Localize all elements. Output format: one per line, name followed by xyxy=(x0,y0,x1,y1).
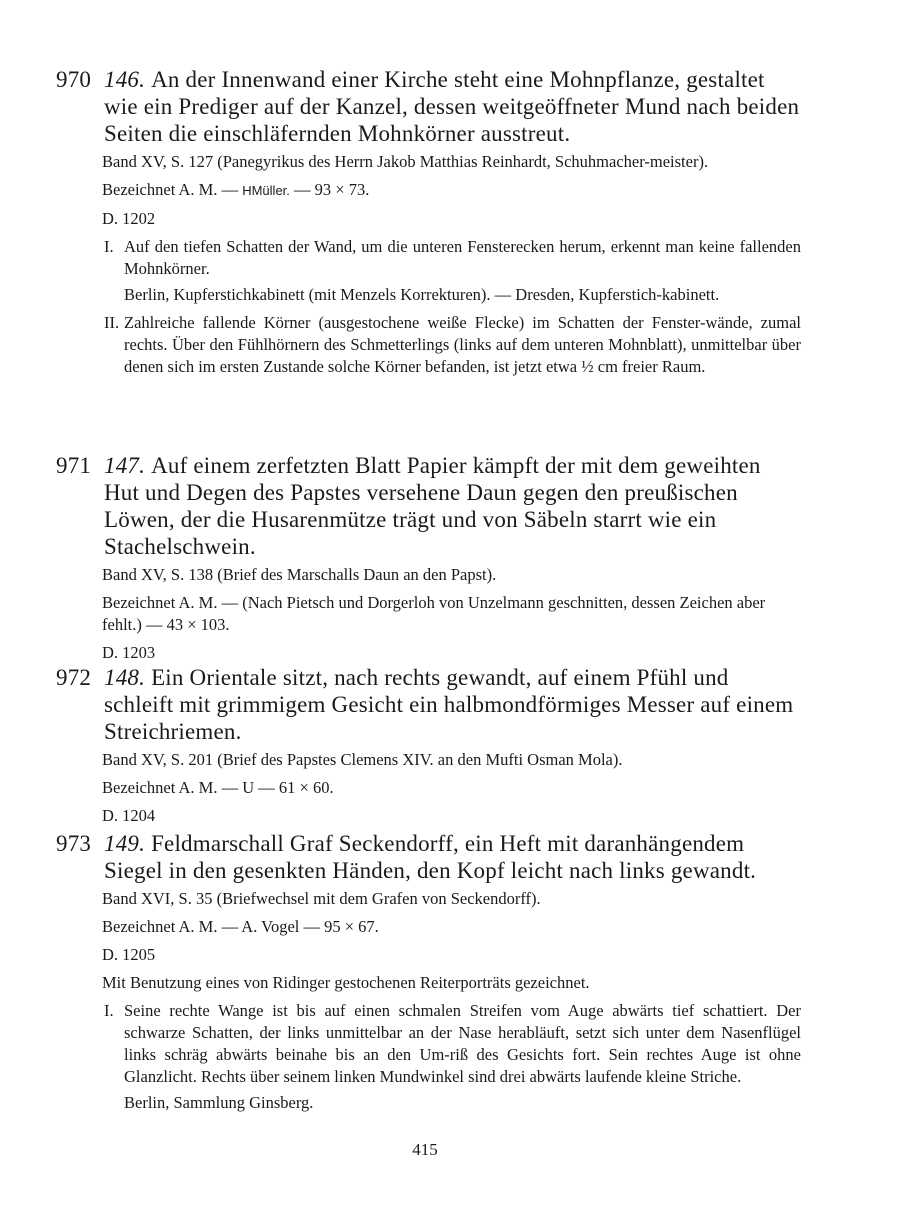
state-location: Berlin, Kupferstichkabinett (mit Menzels Korrekturen). — Dresden, Kupferstich-kabinett. xyxy=(124,285,720,304)
state-roman: I. xyxy=(104,1001,114,1020)
catalog-number: 149. xyxy=(104,831,146,856)
state-text: Seine rechte Wange ist bis auf einen schmalen Streifen vom Auge abwärts tief schattiert. Der schwarze Schatten, der links unmittelbar an der Nase herabläuft, setzt sich unter dem Nasenflügel links schräg abwärts beinahe bis an den Um-riß des Gesichts fort. Sein rechtes Auge ist ohne Glanzlicht. Rechts über seinem linken Mundwinkel sind drei abwärts laufende kleine Striche. xyxy=(124,1001,801,1086)
band-reference: Band XV, S. 201 (Brief des Papstes Clemens XIV. an den Mufti Osman Mola). xyxy=(102,750,623,769)
entry-heading xyxy=(56,830,801,884)
catalog-entry-973 xyxy=(56,830,801,1114)
entry-title-text: Feldmarschall Graf Seckendorff, ein Heft mit daranhängendem Siegel in den gesenkten Händen, den Kopf leicht nach links gewandt. xyxy=(104,831,757,883)
entry-number: 973 xyxy=(56,831,92,856)
page-number: 415 xyxy=(412,1140,438,1159)
entry-heading xyxy=(56,66,801,147)
state-text: Auf den tiefen Schatten der Wand, um die unteren Fensterecken herum, erkennt man keine fallenden Mohnkörner. xyxy=(124,237,801,278)
entry-body xyxy=(56,564,801,664)
signature-line: Bezeichnet A. M. — A. Vogel — 95 × 67. xyxy=(102,917,379,936)
d-number: D. 1204 xyxy=(102,806,156,825)
entry-title-text: An der Innenwand einer Kirche steht eine Mohnpflanze, gestaltet wie ein Prediger auf der Kanzel, dessen weitgeöffneter Mund nach beiden Seiten die einschläfernden Mohnkörner ausstreut. xyxy=(104,67,800,146)
entry-heading xyxy=(56,452,801,560)
signature-line: Bezeichnet A. M. — U — 61 × 60. xyxy=(102,778,334,797)
d-number: D. 1203 xyxy=(102,643,156,662)
catalog-entry-971 xyxy=(56,452,801,664)
signature-line: Bezeichnet A. M. — (Nach Pietsch und Dorgerloh von Unzelmann geschnitten, dessen Zeichen aber fehlt.) — 43 × 103. xyxy=(102,593,766,634)
entry-number: 971 xyxy=(56,453,92,478)
state-roman: II. xyxy=(104,313,120,332)
catalog-number: 146. xyxy=(104,67,146,92)
signature-line xyxy=(102,179,801,202)
band-reference: Band XV, S. 138 (Brief des Marschalls Daun an den Papst). xyxy=(102,565,497,584)
d-number: D. 1202 xyxy=(102,209,156,228)
state-I xyxy=(102,236,801,306)
entry-title xyxy=(104,665,793,744)
entry-heading xyxy=(56,664,801,745)
entry-title-text: Ein Orientale sitzt, nach rechts gewandt, auf einem Pfühl und schleift mit grimmigem Gesicht ein halbmondförmiges Messer auf einem Streichriemen. xyxy=(104,665,794,744)
entry-title xyxy=(104,831,756,883)
entry-number: 972 xyxy=(56,665,92,690)
entry-body xyxy=(56,888,801,1114)
entry-note: Mit Benutzung eines von Ridinger gestochenen Reiterporträts gezeichnet. xyxy=(102,973,590,992)
entry-title-text: Auf einem zerfetzten Blatt Papier kämpft der mit dem geweihten Hut und Degen des Papstes versehene Daun gegen den preußischen Löwen, der die Husarenmütze trägt und von Säbeln starrt wie ein Stachelschwein. xyxy=(104,453,761,559)
state-II xyxy=(102,312,801,378)
d-number: D. 1205 xyxy=(102,945,156,964)
catalog-entry-972 xyxy=(56,664,801,827)
state-text: Zahlreiche fallende Körner (ausgestochene weiße Flecke) im Schatten der Fenster-wände, zumal rechts. Über den Fühlhörnern des Schmetterlings (links auf dem unteren Mohnblatt), unmittelbar über denen sich im ersten Zustande solche Körner befanden, ist jetzt etwa ½ cm freier Raum. xyxy=(124,313,801,376)
engraver-name: HMüller. xyxy=(242,183,290,198)
catalog-number: 147. xyxy=(104,453,146,478)
catalog-number: 148. xyxy=(104,665,146,690)
signature-prefix: Bezeichnet A. M. — xyxy=(102,180,239,199)
entry-number: 970 xyxy=(56,67,92,92)
state-roman: I. xyxy=(104,237,114,256)
entry-title xyxy=(104,67,799,146)
entry-body xyxy=(56,749,801,827)
dimensions: — 93 × 73. xyxy=(294,180,370,199)
entry-title xyxy=(104,453,761,559)
entry-body xyxy=(56,151,801,378)
state-location: Berlin, Sammlung Ginsberg. xyxy=(124,1093,314,1112)
state-I xyxy=(102,1000,801,1114)
band-reference: Band XVI, S. 35 (Briefwechsel mit dem Grafen von Seckendorff). xyxy=(102,889,541,908)
catalog-entry-970 xyxy=(56,66,801,378)
band-reference: Band XV, S. 127 (Panegyrikus des Herrn Jakob Matthias Reinhardt, Schuhmacher-meister). xyxy=(102,152,709,171)
